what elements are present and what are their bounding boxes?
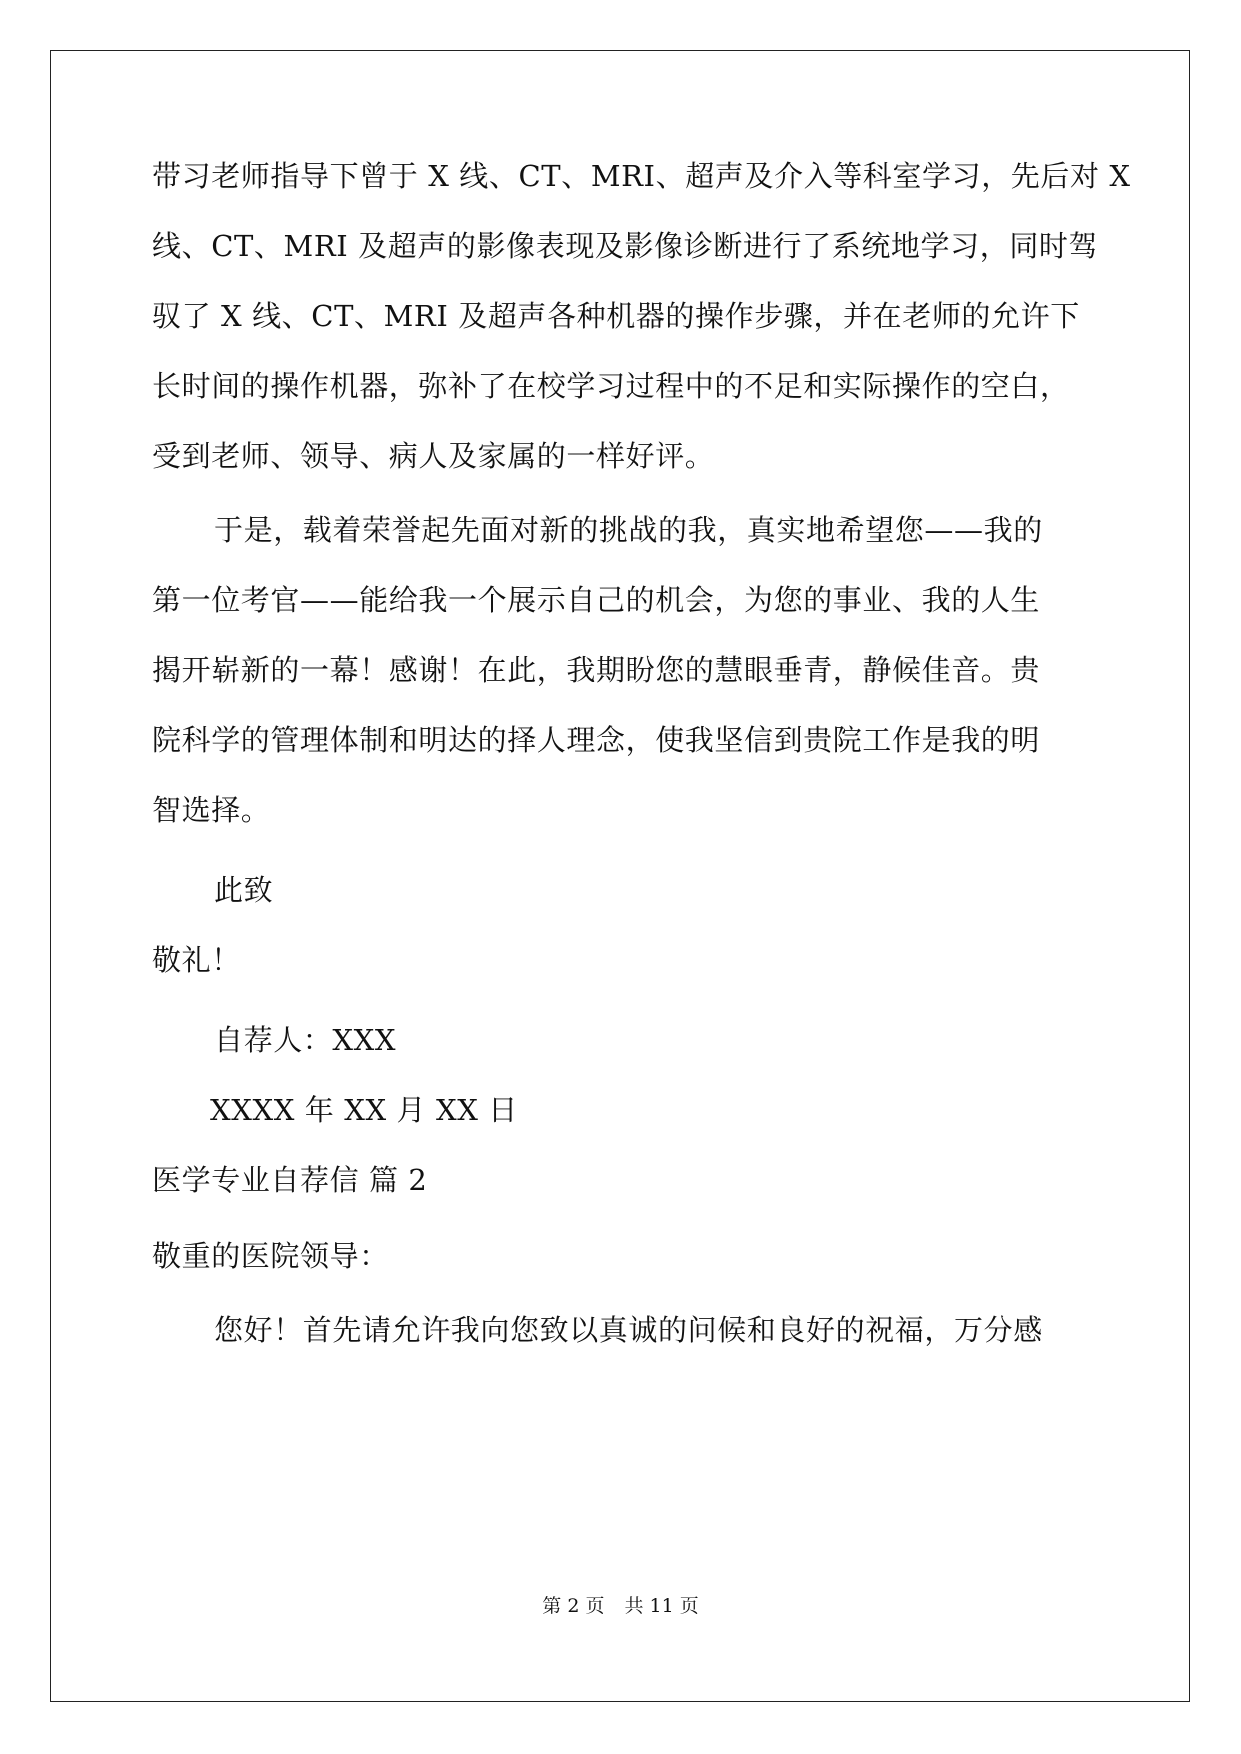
- body-line-7: 第一位考官——能给我一个展示自己的机会，为您的事业、我的人生: [152, 583, 1041, 617]
- body-line-6: 于是，载着荣誉起先面对新的挑战的我，真实地希望您——我的: [214, 513, 1043, 547]
- page-footer: [0, 1594, 1241, 1618]
- greeting-line: 敬重的医院领导：: [152, 1239, 389, 1273]
- date-line: XXXX 年 XX 月 XX 日: [210, 1093, 518, 1127]
- body-line-1: 带习老师指导下曾于 X 线、CT、MRI、超声及介入等科室学习，先后对 X: [152, 159, 1131, 193]
- page-total: 共 11 页: [624, 1595, 699, 1617]
- signature-line: 自荐人：XXX: [214, 1023, 397, 1057]
- body-line-2: 线、CT、MRI 及超声的影像表现及影像诊断进行了系统地学习，同时驾: [152, 229, 1099, 263]
- body-line-10: 智选择。: [152, 793, 271, 827]
- body-line-9: 院科学的管理体制和明达的择人理念，使我坚信到贵院工作是我的明: [152, 723, 1041, 757]
- body-line-8: 揭开崭新的一幕！感谢！在此，我期盼您的慧眼垂青，静候佳音。贵: [152, 653, 1041, 687]
- body-line-4: 长时间的操作机器，弥补了在校学习过程中的不足和实际操作的空白，: [152, 369, 1070, 403]
- body-line-3: 驭了 X 线、CT、MRI 及超声各种机器的操作步骤，并在老师的允许下: [152, 299, 1080, 333]
- body-line-5: 受到老师、领导、病人及家属的一样好评。: [152, 439, 715, 473]
- body-line-last: 您好！首先请允许我向您致以真诚的问候和良好的祝福，万分感: [214, 1313, 1043, 1347]
- closing-text: 此致: [214, 873, 274, 907]
- page-number: 第 2 页: [542, 1595, 605, 1617]
- salute-text: 敬礼！: [152, 943, 241, 977]
- section-title: 医学专业自荐信 篇 2: [152, 1163, 428, 1197]
